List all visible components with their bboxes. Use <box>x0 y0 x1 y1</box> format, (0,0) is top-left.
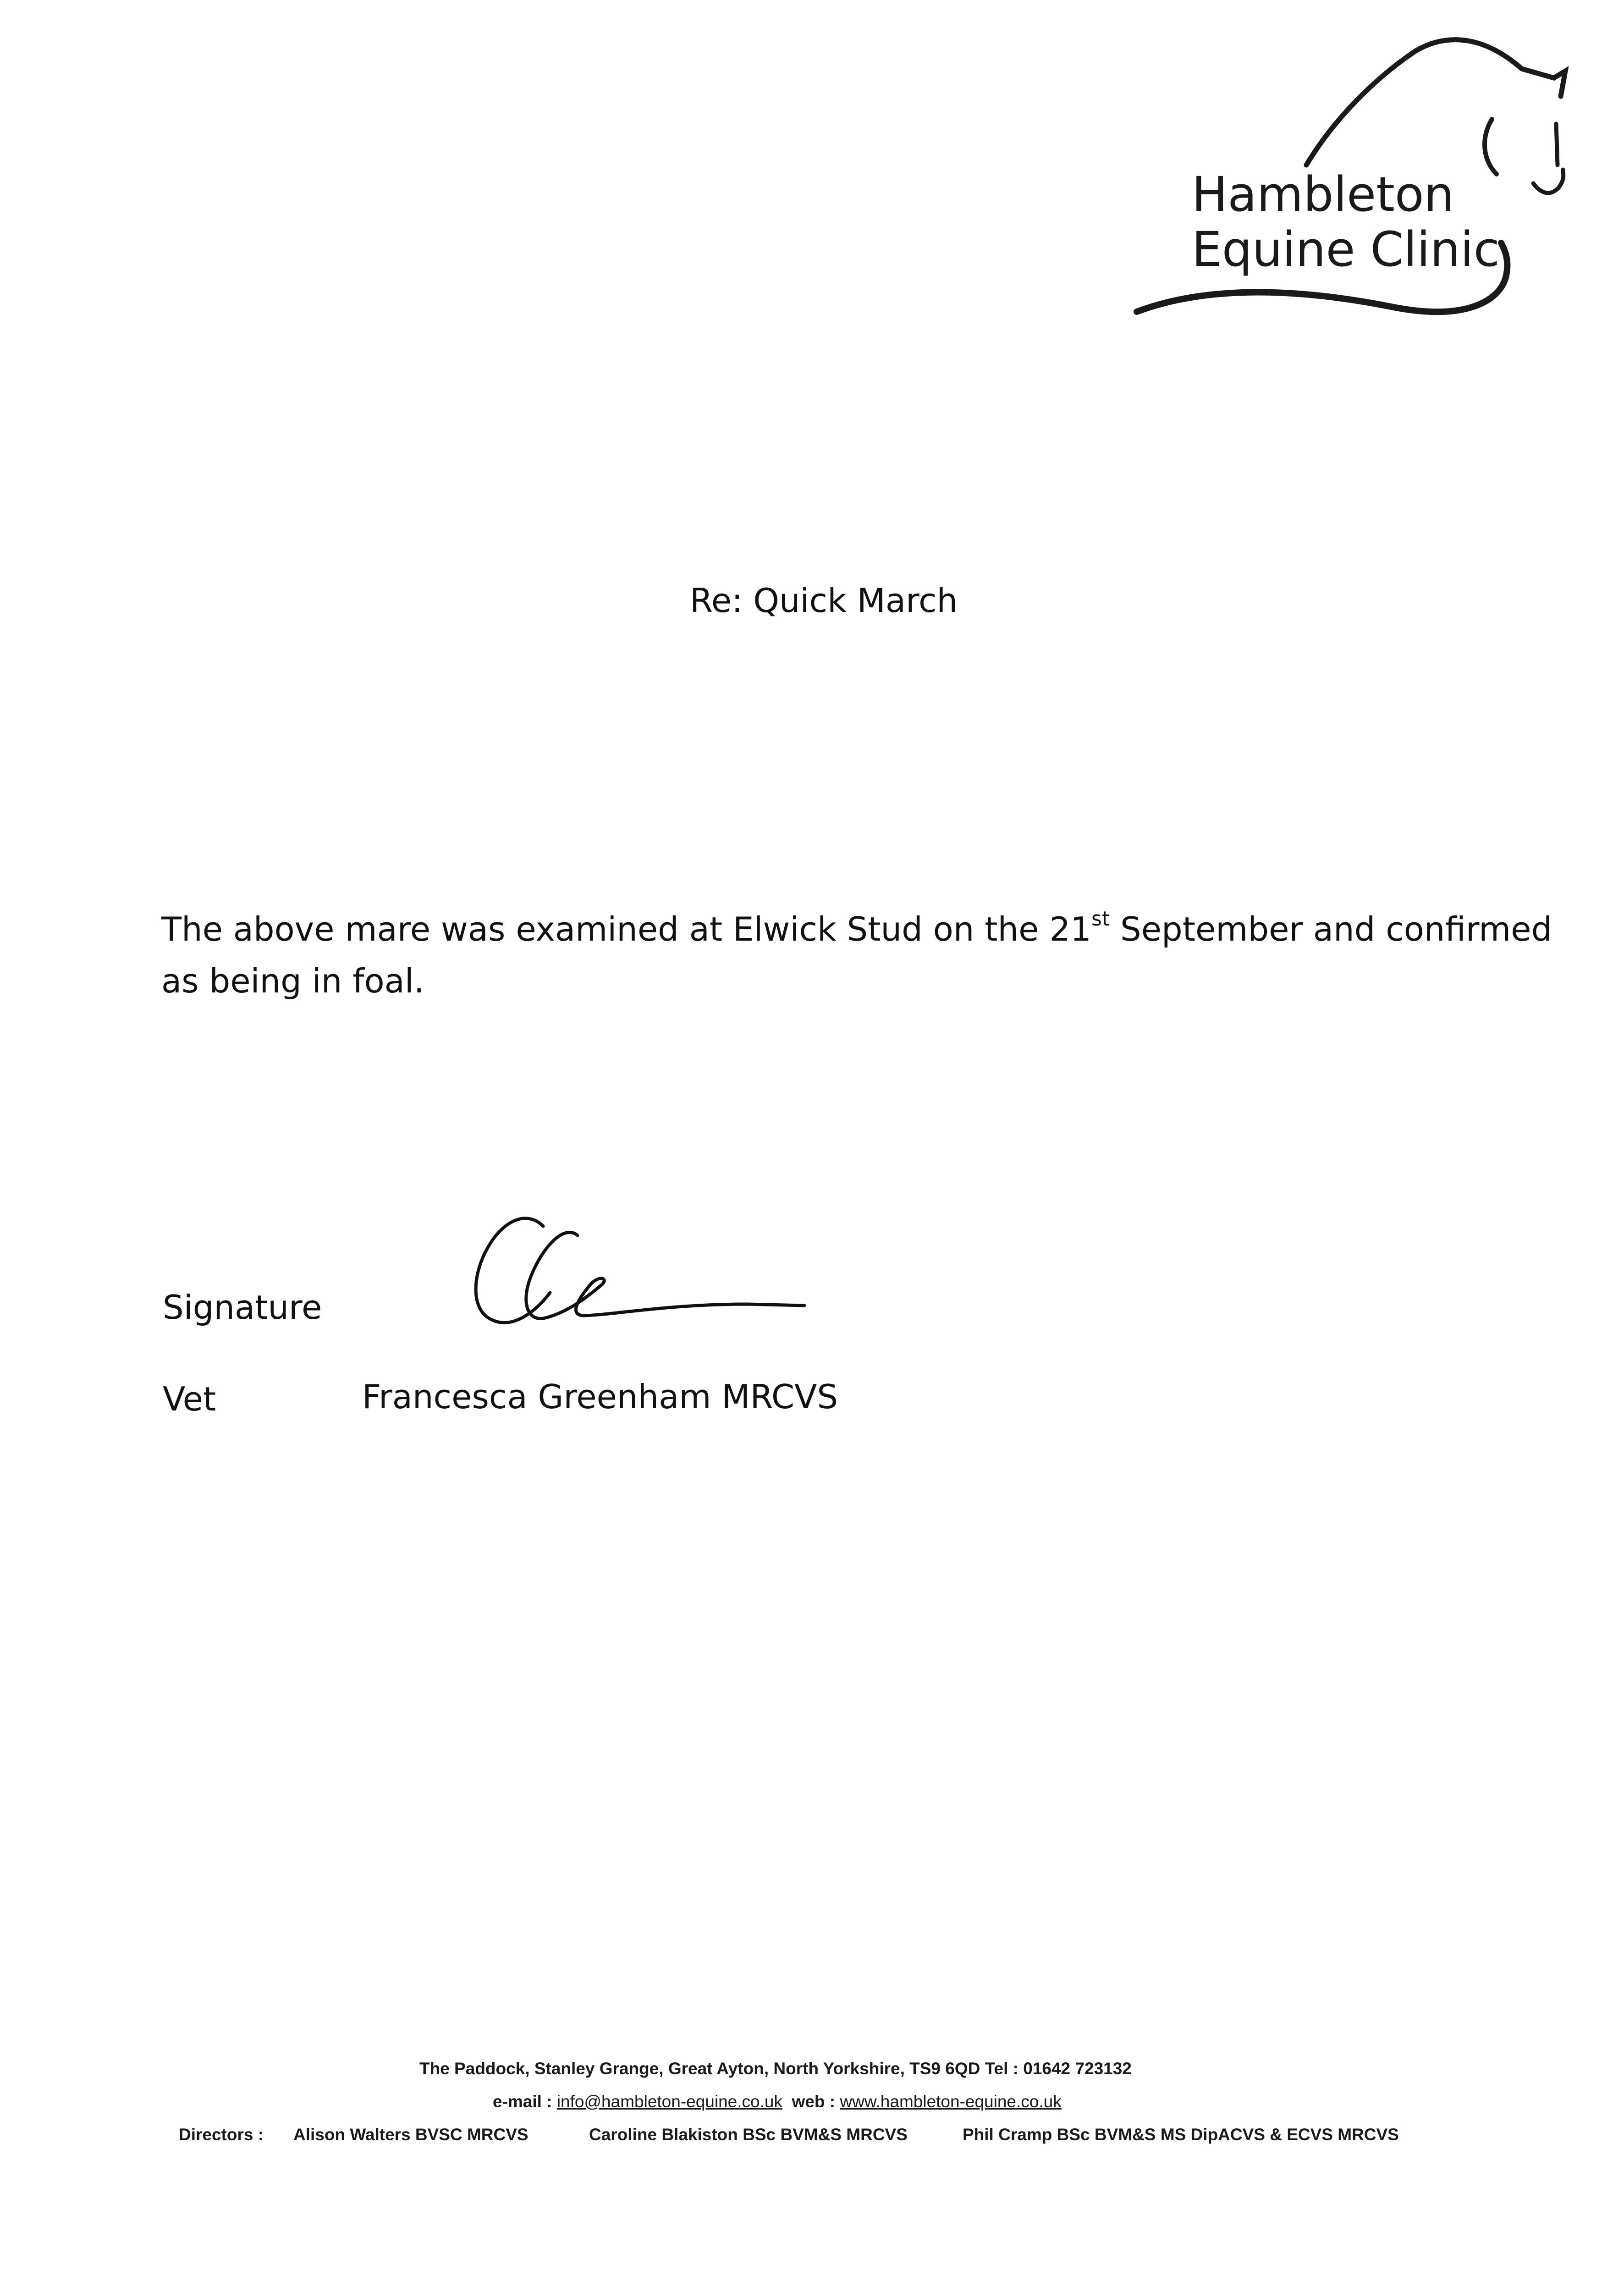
director-1: Alison Walters BVSC MRCVS <box>293 2125 528 2144</box>
director-2: Caroline Blakiston BSc BVM&S MRCVS <box>589 2125 908 2144</box>
signature-label: Signature <box>163 1288 322 1327</box>
letter-paragraph-line1 <box>161 907 1552 948</box>
web-link[interactable]: www.hambleton-equine.co.uk <box>840 2092 1062 2111</box>
logo-text-line1: Hambleton <box>1192 166 1454 222</box>
email-label: e-mail : <box>493 2092 557 2111</box>
letter-subject: Re: Quick March <box>690 581 958 620</box>
letter-paragraph-line2: as being in foal. <box>161 962 424 1000</box>
paragraph-part2: September and confirmed <box>1110 910 1552 948</box>
footer-address: The Paddock, Stanley Grange, Great Ayton, North Yorkshire, TS9 6QD Tel : 01642 723132 <box>419 2059 1132 2078</box>
handwritten-signature <box>463 1206 811 1339</box>
email-link[interactable]: info@hambleton-equine.co.uk <box>556 2092 782 2111</box>
clinic-logo <box>1118 28 1581 339</box>
footer-contact <box>493 2092 1062 2111</box>
logo-text-line2: Equine Clinic <box>1192 221 1500 277</box>
footer-directors <box>179 2125 1399 2144</box>
paragraph-ordinal-suffix: st <box>1091 907 1110 931</box>
director-3: Phil Cramp BSc BVM&S MS DipACVS & ECVS MRCVS <box>963 2125 1399 2144</box>
directors-label: Directors : <box>179 2125 264 2144</box>
vet-name: Francesca Greenham MRCVS <box>362 1377 838 1416</box>
web-label: web : <box>782 2092 840 2111</box>
paragraph-part1: The above mare was examined at Elwick Stud on the 21 <box>161 910 1091 948</box>
vet-label: Vet <box>163 1380 216 1418</box>
